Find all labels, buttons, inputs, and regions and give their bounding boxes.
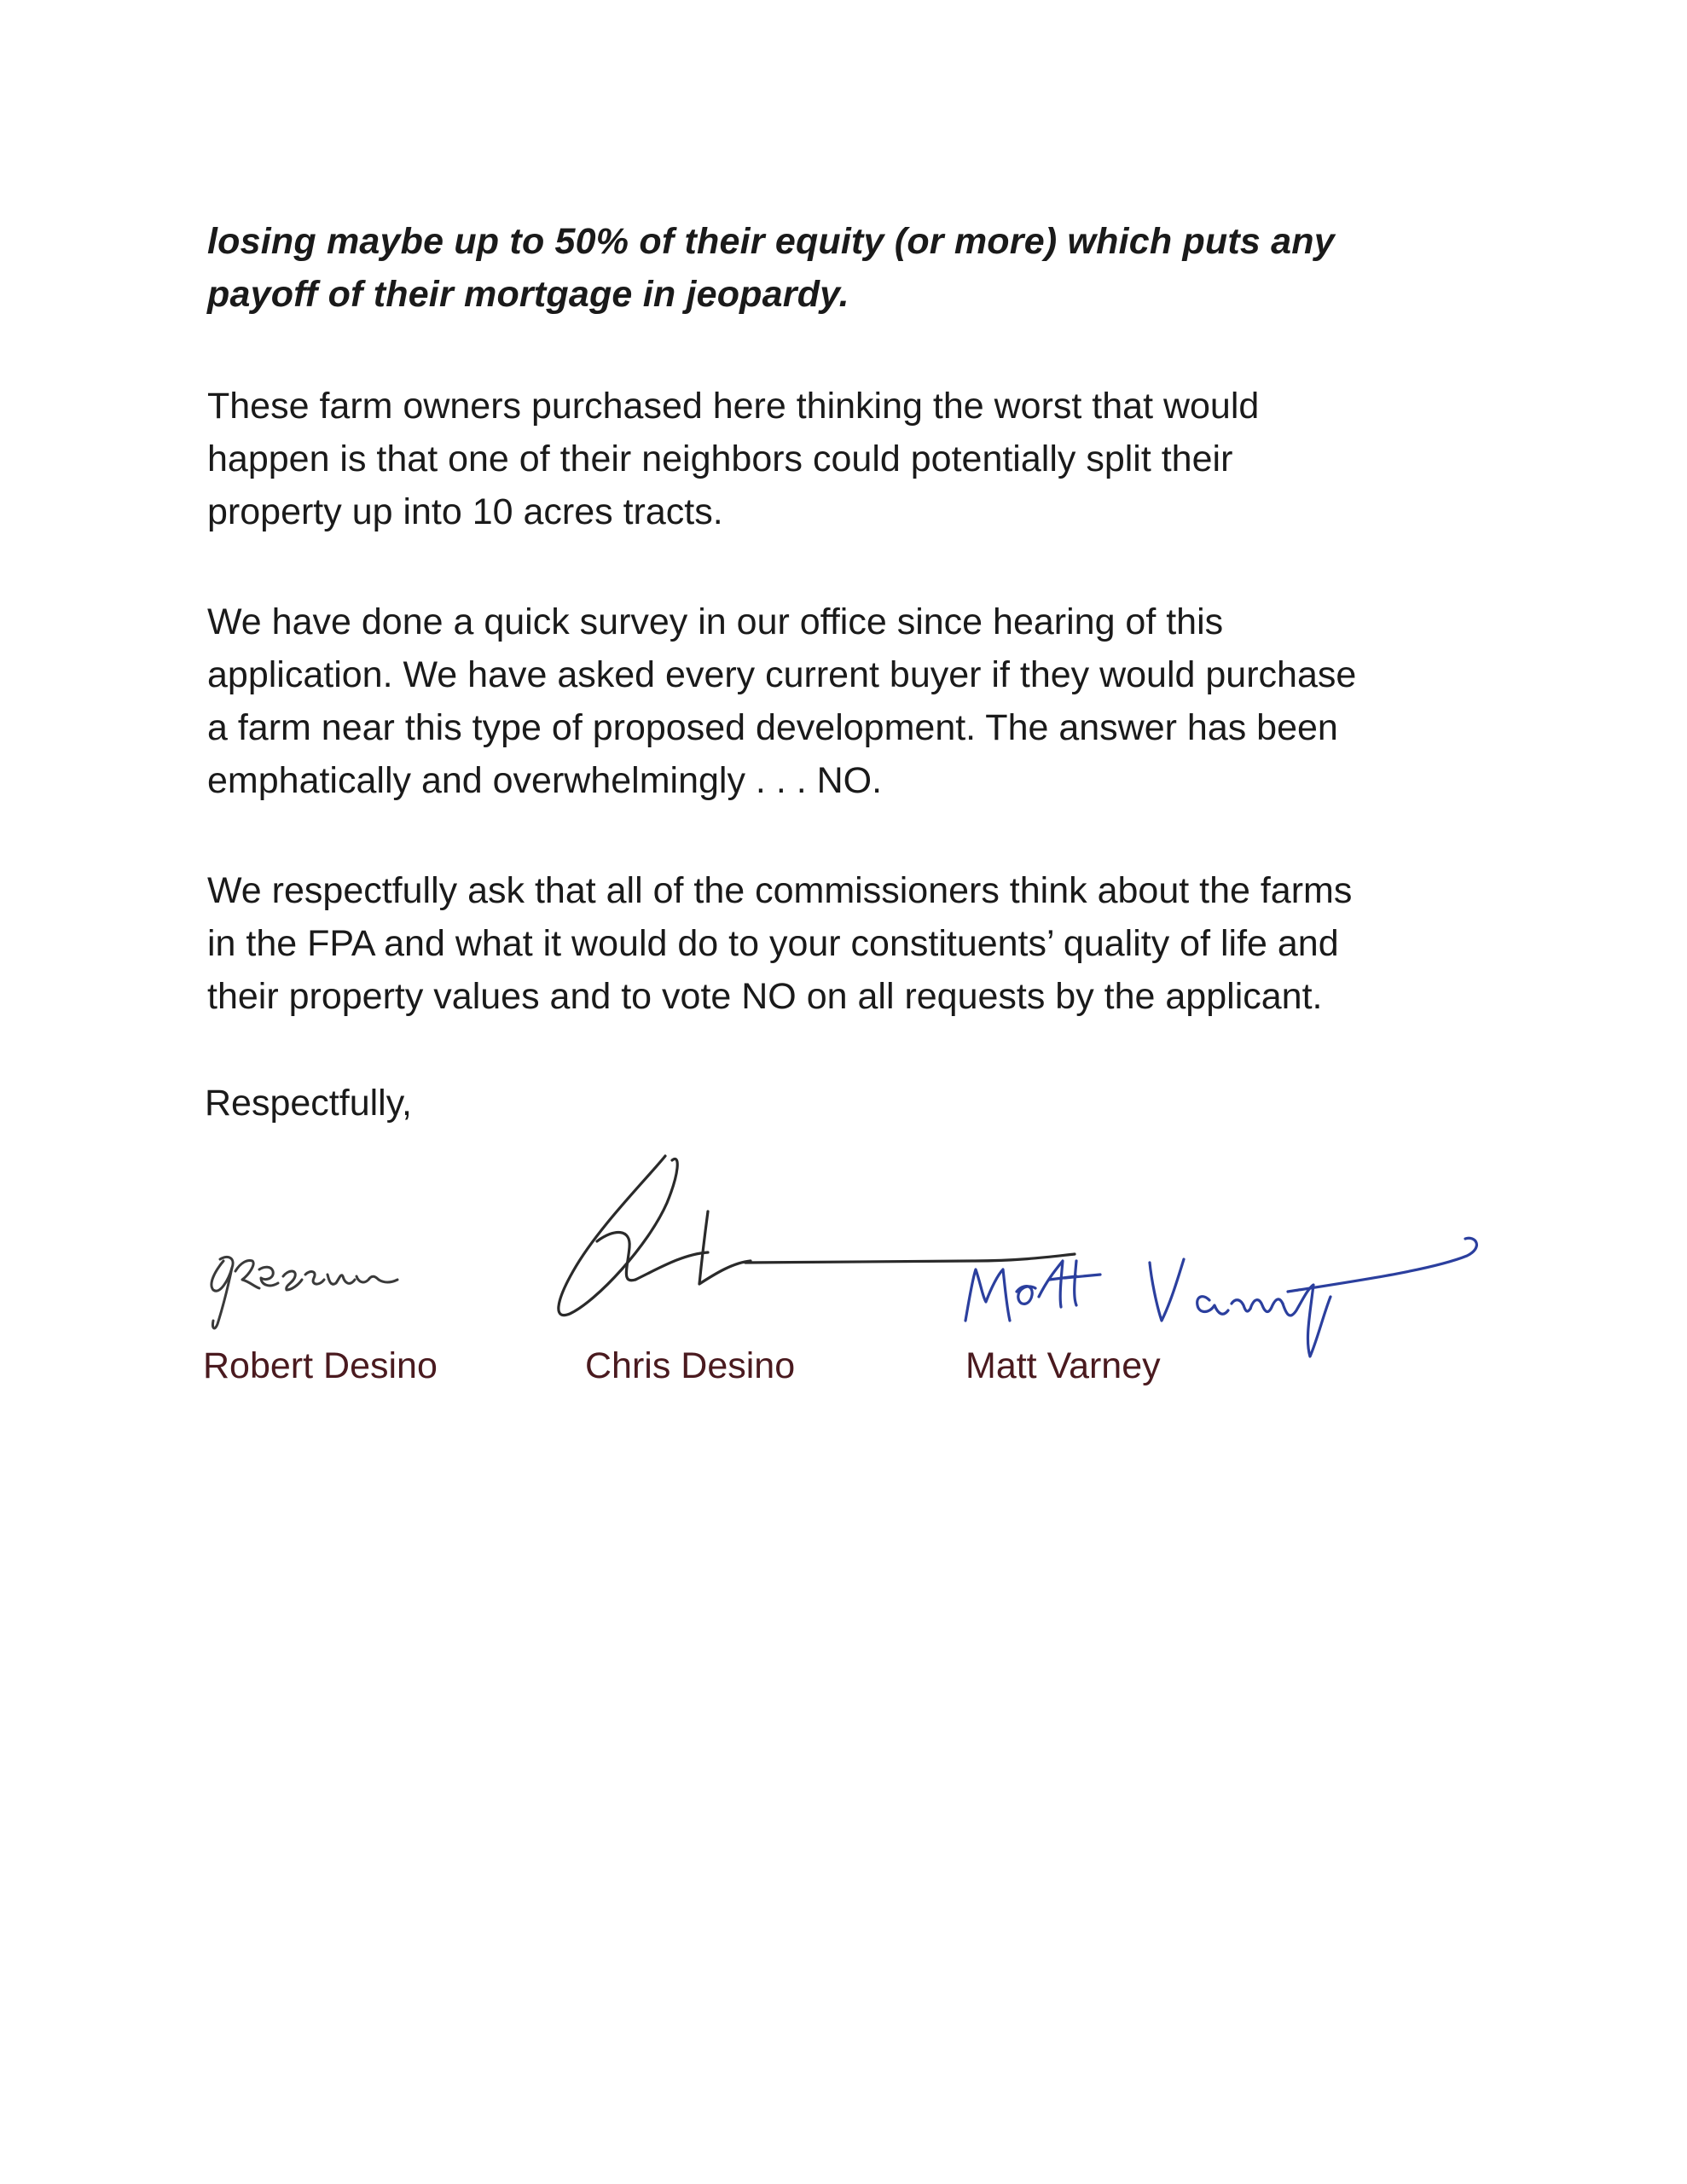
chris-desino-signature xyxy=(559,1156,1075,1316)
paragraph-line: a farm near this type of proposed development. The answer has been xyxy=(207,707,1338,748)
robert-desino-signature xyxy=(212,1257,397,1328)
closing-salutation: Respectfully, xyxy=(205,1083,412,1124)
signer-name-robert-desino: Robert Desino xyxy=(203,1345,438,1386)
paragraph-line: happen is that one of their neighbors could potentially split their xyxy=(207,439,1233,479)
paragraph-line: their property values and to vote NO on all requests by the applicant. xyxy=(207,976,1323,1017)
paragraph-line: These farm owners purchased here thinking the worst that would xyxy=(207,386,1260,427)
signer-name-matt-varney: Matt Varney xyxy=(965,1345,1161,1386)
paragraph-line: emphatically and overwhelmingly . . . NO. xyxy=(207,760,883,801)
signer-name-chris-desino: Chris Desino xyxy=(585,1345,796,1386)
paragraph-line: We have done a quick survey in our office since hearing of this xyxy=(207,601,1224,642)
paragraph-line: We respectfully ask that all of the commissioners think about the farms xyxy=(207,870,1353,911)
paragraph-line: losing maybe up to 50% of their equity (or more) which puts any xyxy=(207,221,1335,262)
paragraph-line: application. We have asked every current buyer if they would purchase xyxy=(207,654,1357,695)
paragraph-line: payoff of their mortgage in jeopardy. xyxy=(207,274,849,315)
paragraph-line: in the FPA and what it would do to your constituents’ quality of life and xyxy=(207,923,1339,964)
paragraph-line: property up into 10 acres tracts. xyxy=(207,491,723,532)
